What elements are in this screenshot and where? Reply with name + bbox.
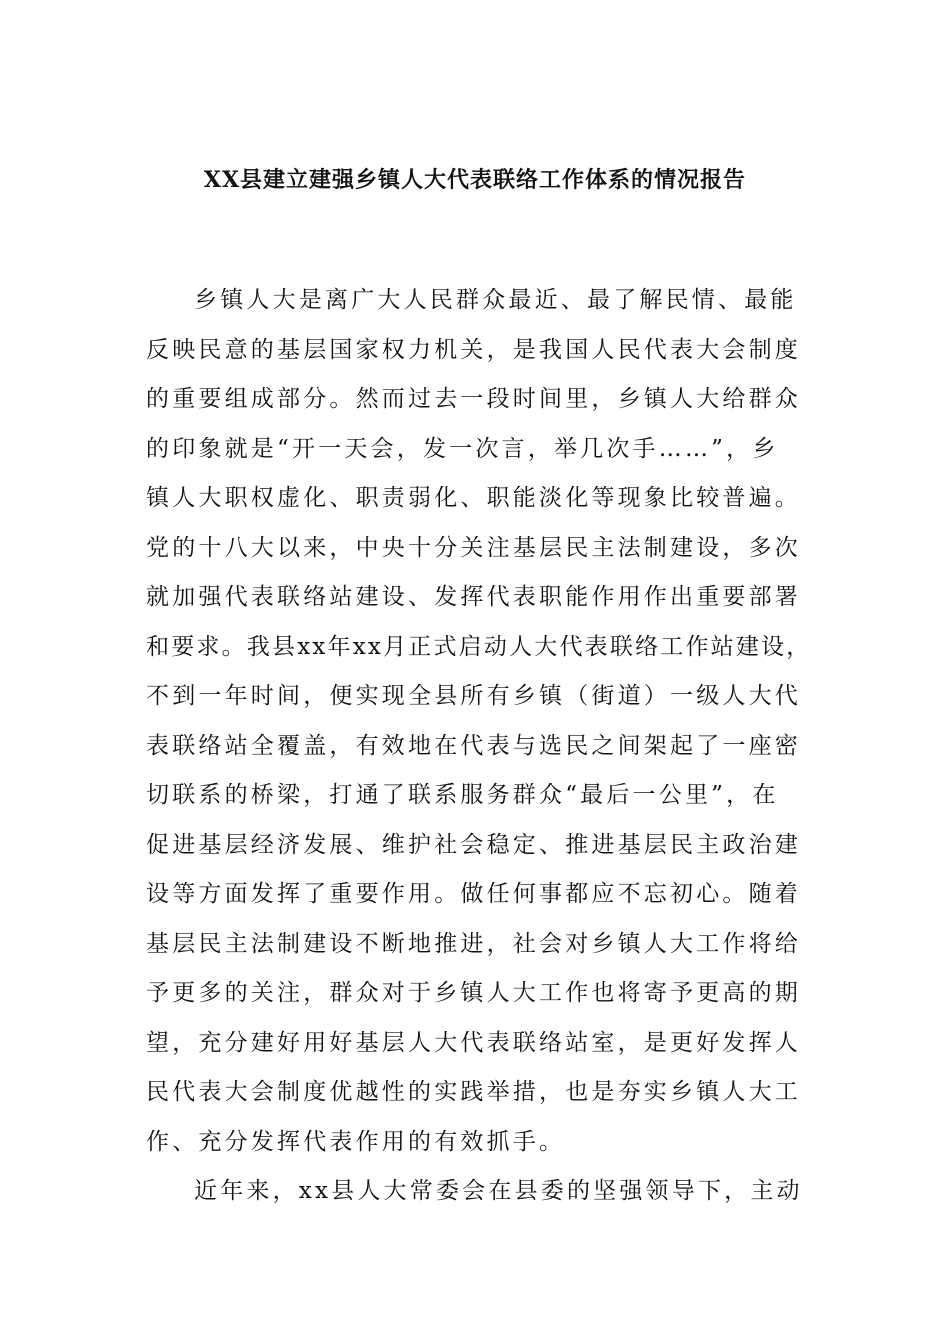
paragraph-line: 的重要组成部分。然而过去一段时间里，乡镇人大给群众 — [146, 386, 801, 412]
document-title: XX县建立建强乡镇人大代表联络工作体系的情况报告 — [203, 167, 747, 193]
paragraph-line: 和要求。我县xx年xx月正式启动人大代表联络工作站建设， — [146, 633, 812, 660]
paragraph-line: 予更多的关注，群众对于乡镇人大工作也将寄予更高的期 — [146, 980, 801, 1006]
paragraph-line: 基层民主法制建设不断地推进，社会对乡镇人大工作将给 — [146, 930, 801, 957]
paragraph-line: 望，充分建好用好基层人大代表联络站室，是更好发挥人 — [146, 1029, 801, 1056]
paragraph-line: 镇人大职权虚化、职责弱化、职能淡化等现象比较普遍。 — [146, 485, 801, 511]
paragraph-line: 促进基层经济发展、维护社会稳定、推进基层民主政治建 — [146, 831, 801, 858]
paragraph-line: 就加强代表联络站建设、发挥代表职能作用作出重要部署 — [146, 584, 801, 610]
paragraph-1 — [146, 276, 810, 1167]
paragraph-line: 不到一年时间，便实现全县所有乡镇（街道）一级人大代 — [146, 683, 801, 709]
paragraph-line: 设等方面发挥了重要作用。做任何事都应不忘初心。随着 — [146, 881, 801, 907]
paragraph-line: 党的十八大以来，中央十分关注基层民主法制建设，多次 — [146, 534, 801, 561]
paragraph-2 — [146, 1167, 810, 1217]
paragraph-line: 近年来，xx县人大常委会在县委的坚强领导下，主动 — [194, 1178, 803, 1204]
paragraph-line: 的印象就是“开一天会，发一次言，举几次手……”，乡 — [146, 435, 779, 462]
paragraph-line: 乡镇人大是离广大人民群众最近、最了解民情、最能 — [194, 287, 797, 313]
document-body — [146, 276, 810, 1217]
paragraph-line: 民代表大会制度优越性的实践举措，也是夯实乡镇人大工 — [146, 1079, 801, 1105]
paragraph-line: 作、充分发挥代表作用的有效抓手。 — [146, 1128, 566, 1155]
paragraph-line: 反映民意的基层国家权力机关，是我国人民代表大会制度 — [146, 336, 801, 363]
paragraph-line: 切联系的桥梁，打通了联系服务群众“最后一公里”，在 — [146, 782, 779, 808]
paragraph-line: 表联络站全覆盖，有效地在代表与选民之间架起了一座密 — [146, 732, 801, 759]
